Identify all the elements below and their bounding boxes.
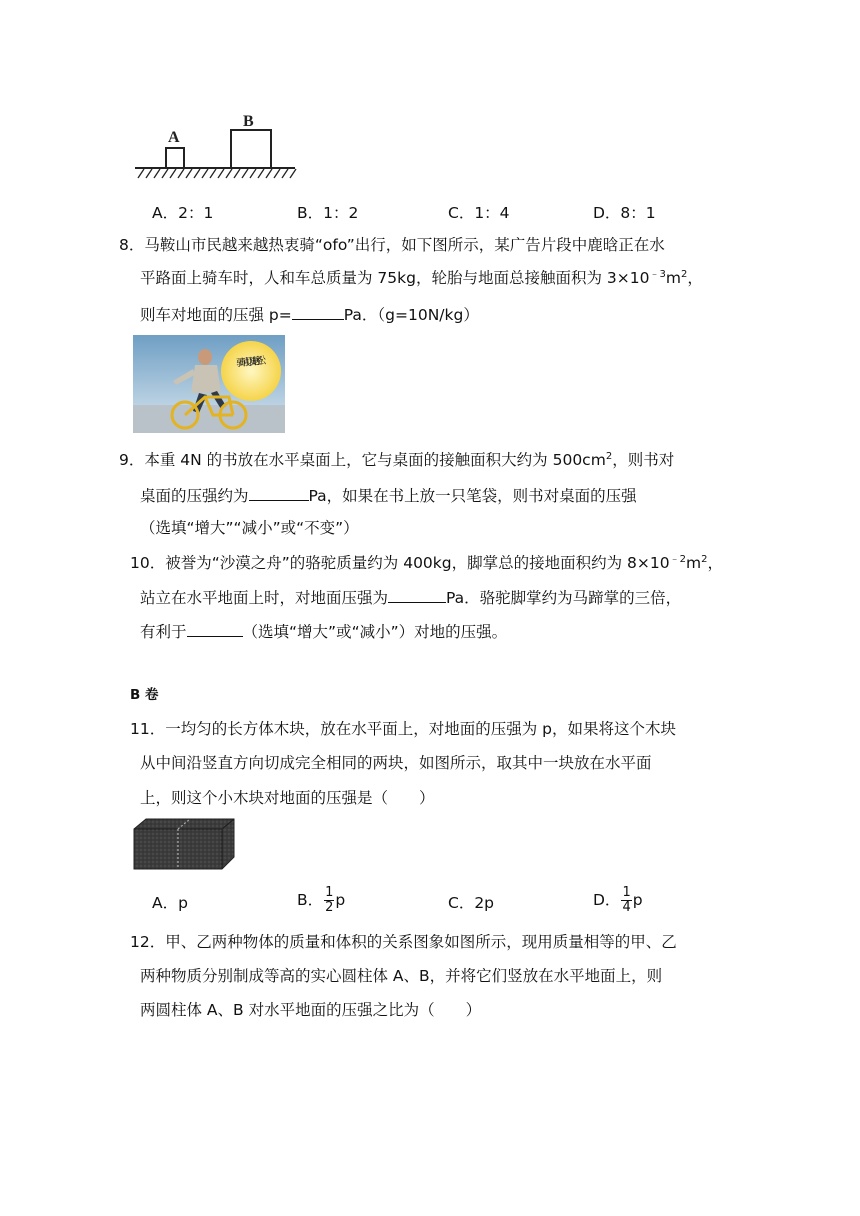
bike-ad-photo bbox=[133, 335, 285, 433]
q12-line-2: 两种物质分别制成等高的实心圆柱体 A、B，并将它们竖放在水平地面上，则 bbox=[140, 967, 663, 985]
q7-option-b: B．1：2 bbox=[297, 204, 359, 222]
q11-line-2: 从中间沿竖直方向切成完全相同的两块，如图所示，取其中一块放在水平面 bbox=[140, 754, 652, 772]
block-a bbox=[166, 148, 184, 168]
q10-line-1: 10．被誉为“沙漠之舟”的骆驼质量约为 400kg，脚掌总的接地面积约为 $8\times 10^{﹣2}m^2$， bbox=[130, 553, 723, 572]
q10-answer-blank-1 bbox=[388, 587, 446, 603]
q7-option-a: A．2：1 bbox=[152, 204, 214, 222]
q9-line-2: 桌面的压强约为 Pa，如果在书上放一只笔袋，则书对桌面的压强 bbox=[140, 487, 637, 505]
fraction-one-quarter: $\frac{1}{4}$ bbox=[622, 885, 631, 915]
q11-option-b: B． $\frac{1}{2}$ p bbox=[297, 885, 346, 915]
q11-line-3: 上，则这个小木块对地面的压强是（ ） bbox=[140, 789, 435, 807]
q8-answer-blank bbox=[292, 304, 344, 320]
block-b-label: B bbox=[243, 113, 254, 130]
q7-option-d: D．8：1 bbox=[593, 204, 656, 222]
sun-circle bbox=[221, 341, 281, 401]
q10-answer-blank-2 bbox=[187, 621, 243, 637]
ground-hatching bbox=[138, 169, 296, 178]
q8-line-3: 则车对地面的压强 p= Pa．（g=10N/kg） bbox=[140, 306, 479, 324]
fraction-one-half: $\frac{1}{2}$ bbox=[325, 885, 334, 915]
q11-option-c: C．2p bbox=[448, 894, 495, 912]
q12-line-1: 12．甲、乙两种物体的质量和体积的关系图象如图所示，现用质量相等的甲、乙 bbox=[130, 933, 677, 951]
q9-line-3: （选填“增大”“减小”或“不变”） bbox=[140, 519, 359, 537]
block-b bbox=[231, 130, 271, 168]
q11-option-a: A．p bbox=[152, 894, 188, 912]
q10-line-2: 站立在水平地面上时，对地面压强为 Pa．骆驼脚掌约为马蹄掌的三倍， bbox=[140, 589, 682, 607]
q7-option-c: C．1：4 bbox=[448, 204, 510, 222]
q12-line-3: 两圆柱体 A、B 对水平地面的压强之比为（ ） bbox=[140, 1001, 482, 1019]
ad-slogan: 骑时可以更轻松 bbox=[235, 355, 267, 370]
q11-option-d: D． $\frac{1}{4}$ p bbox=[593, 885, 643, 915]
q9-line-1: 9．本重 4N 的书放在水平桌面上，它与桌面的接触面积大约为 $500cm^2$，则书对 bbox=[119, 450, 675, 469]
blocks-ab-figure bbox=[130, 112, 300, 184]
wood-block-figure bbox=[132, 817, 236, 871]
q8-line-2: 平路面上骑车时，人和车总质量为 75kg，轮胎与地面总接触面积为 $3\times 10^{﹣3}m^2$， bbox=[140, 268, 703, 287]
q10-line-3: 有利于 （选填“增大”或“减小”）对地的压强。 bbox=[140, 623, 508, 641]
q8-line-1: 8．马鞍山市民越来越热衷骑“ofo”出行，如下图所示，某广告片段中鹿晗正在水 bbox=[119, 236, 665, 254]
q11-line-1: 11．一均匀的长方体木块，放在水平面上，对地面的压强为 p，如果将这个木块 bbox=[130, 720, 676, 738]
section-b-title: B 卷 bbox=[130, 687, 159, 703]
block-a-label: A bbox=[168, 129, 180, 146]
q9-answer-blank bbox=[249, 485, 309, 501]
